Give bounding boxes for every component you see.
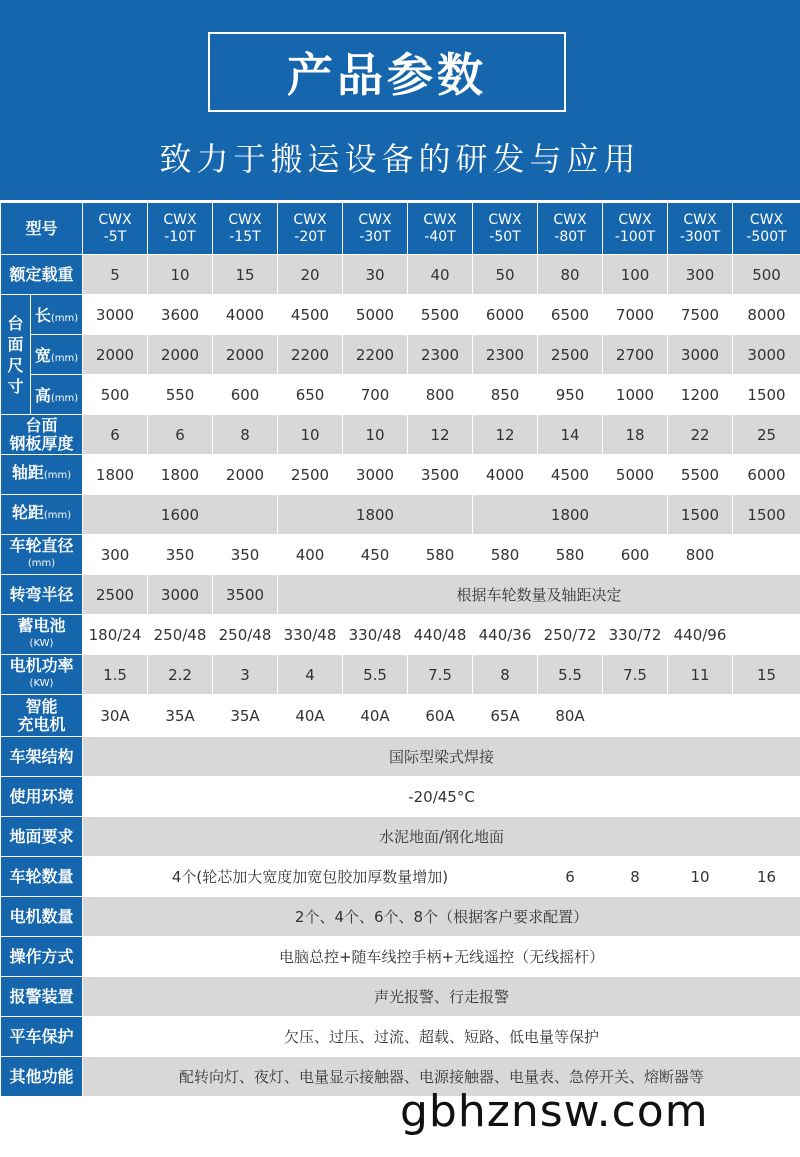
value-cell: 11 <box>668 655 733 695</box>
value-cell: 850 <box>473 375 538 415</box>
value-cell: 6 <box>148 415 213 455</box>
value-cell: 1500 <box>733 495 800 535</box>
value-cell: 2000 <box>83 335 148 375</box>
value-cell: 1800 <box>148 455 213 495</box>
value-cell: 65A <box>473 695 538 737</box>
value-cell: 4000 <box>213 295 278 335</box>
value-cell: 8 <box>603 857 668 897</box>
value-cell: 10 <box>668 857 733 897</box>
table-row <box>1 897 800 937</box>
label-width: 宽(mm) <box>31 335 83 375</box>
value-cell: 1800 <box>83 455 148 495</box>
value-cell: 20 <box>278 255 343 295</box>
page-subtitle: 致力于搬运设备的研发与应用 <box>159 140 641 178</box>
value-cell: 40A <box>343 695 408 737</box>
value-cell: 440/36 <box>473 615 538 655</box>
model-header: CWX -10T <box>148 203 213 255</box>
value-cell: 5 <box>83 255 148 295</box>
value-cell: 10 <box>278 415 343 455</box>
value-cell: 8 <box>473 655 538 695</box>
value-cell: 650 <box>278 375 343 415</box>
label-wheel-count: 车轮数量 <box>1 857 83 897</box>
value-cell: 350 <box>213 535 278 575</box>
table-row <box>1 817 800 857</box>
value-cell: 5.5 <box>538 655 603 695</box>
value-cell: 330/48 <box>343 615 408 655</box>
table-row <box>1 777 800 817</box>
value-cell: 7500 <box>668 295 733 335</box>
value-cell: 1500 <box>668 495 733 535</box>
value-cell <box>603 695 668 737</box>
value-cell: 2500 <box>278 455 343 495</box>
value-cell: 18 <box>603 415 668 455</box>
value-cell: 330/72 <box>603 615 668 655</box>
label-model: 型号 <box>1 203 83 255</box>
value-cell: 3600 <box>148 295 213 335</box>
value-cell: 800 <box>668 535 733 575</box>
value-cell: 4500 <box>278 295 343 335</box>
value-cell: 100 <box>603 255 668 295</box>
value-cell: 250/72 <box>538 615 603 655</box>
value-cell: 12 <box>473 415 538 455</box>
table-row <box>1 295 800 335</box>
value-cell: 2300 <box>473 335 538 375</box>
value-cell: 450 <box>343 535 408 575</box>
label-charger: 智能 充电机 <box>1 695 83 737</box>
table-row <box>1 495 800 535</box>
value-cell: 30A <box>83 695 148 737</box>
label-ground: 地面要求 <box>1 817 83 857</box>
model-header: CWX -300T <box>668 203 733 255</box>
model-header: CWX -20T <box>278 203 343 255</box>
label-frame: 车架结构 <box>1 737 83 777</box>
value-cell: 2000 <box>148 335 213 375</box>
value-cell: 5500 <box>408 295 473 335</box>
label-table-size: 台 面 尺 寸 <box>1 295 31 415</box>
value-cell: 1600 <box>83 495 278 535</box>
value-cell: 16 <box>733 857 800 897</box>
label-protection: 平车保护 <box>1 1017 83 1057</box>
value-cell: 5500 <box>668 455 733 495</box>
value-cell: 25 <box>733 415 800 455</box>
value-cell: 配转向灯、夜灯、电量显示接触器、电源接触器、电量表、急停开关、熔断器等 <box>83 1057 800 1097</box>
table-row <box>1 535 800 575</box>
value-cell: 440/48 <box>408 615 473 655</box>
label-height: 高(mm) <box>31 375 83 415</box>
value-cell: 4个(轮芯加大宽度加宽包胶加厚数量增加) <box>83 857 538 897</box>
label-environment: 使用环境 <box>1 777 83 817</box>
value-cell: 7.5 <box>603 655 668 695</box>
model-header: CWX -100T <box>603 203 668 255</box>
value-cell: 2.2 <box>148 655 213 695</box>
label-plate-thickness: 台面 钢板厚度 <box>1 415 83 455</box>
value-cell: 400 <box>278 535 343 575</box>
model-header: CWX -50T <box>473 203 538 255</box>
value-cell: 500 <box>83 375 148 415</box>
spec-table <box>0 202 800 1097</box>
value-cell: 2500 <box>83 575 148 615</box>
value-cell: 10 <box>343 415 408 455</box>
value-cell: 5000 <box>603 455 668 495</box>
value-cell: 250/48 <box>213 615 278 655</box>
value-cell: 7.5 <box>408 655 473 695</box>
value-cell: 6500 <box>538 295 603 335</box>
value-cell: 580 <box>538 535 603 575</box>
table-row <box>1 575 800 615</box>
model-header: CWX -5T <box>83 203 148 255</box>
value-cell: 80 <box>538 255 603 295</box>
value-cell: 2500 <box>538 335 603 375</box>
value-cell: 950 <box>538 375 603 415</box>
value-cell: 180/24 <box>83 615 148 655</box>
table-row <box>1 203 800 255</box>
model-header: CWX -40T <box>408 203 473 255</box>
value-cell: 2200 <box>343 335 408 375</box>
value-cell: 5.5 <box>343 655 408 695</box>
value-cell: 1500 <box>733 375 800 415</box>
value-cell: 15 <box>733 655 800 695</box>
value-cell: 6000 <box>733 455 800 495</box>
value-cell: 22 <box>668 415 733 455</box>
value-cell: 3500 <box>408 455 473 495</box>
table-row <box>1 937 800 977</box>
value-cell: 14 <box>538 415 603 455</box>
value-cell: 8000 <box>733 295 800 335</box>
value-cell: 2300 <box>408 335 473 375</box>
table-row <box>1 375 800 415</box>
table-row <box>1 695 800 737</box>
value-cell: 欠压、过压、过流、超载、短路、低电量等保护 <box>83 1017 800 1057</box>
value-cell: 4000 <box>473 455 538 495</box>
value-cell: 600 <box>603 535 668 575</box>
value-cell: 4 <box>278 655 343 695</box>
value-cell: 35A <box>148 695 213 737</box>
model-header: CWX -15T <box>213 203 278 255</box>
table-row <box>1 977 800 1017</box>
value-cell: 6 <box>538 857 603 897</box>
value-cell: 8 <box>213 415 278 455</box>
label-wheelbase: 轴距(mm) <box>1 455 83 495</box>
value-cell: 15 <box>213 255 278 295</box>
table-row <box>1 655 800 695</box>
value-cell: 40A <box>278 695 343 737</box>
value-cell: 35A <box>213 695 278 737</box>
model-header: CWX -80T <box>538 203 603 255</box>
table-row <box>1 615 800 655</box>
value-cell: 800 <box>408 375 473 415</box>
value-cell: 50 <box>473 255 538 295</box>
value-cell: 2000 <box>213 335 278 375</box>
value-cell: 300 <box>83 535 148 575</box>
label-operation: 操作方式 <box>1 937 83 977</box>
header-banner <box>0 0 800 200</box>
value-cell: 声光报警、行走报警 <box>83 977 800 1017</box>
value-cell: 3000 <box>83 295 148 335</box>
table-row <box>1 415 800 455</box>
value-cell: 2000 <box>213 455 278 495</box>
value-cell: 300 <box>668 255 733 295</box>
value-cell: 根据车轮数量及轴距决定 <box>278 575 800 615</box>
table-row <box>1 335 800 375</box>
value-cell: 2个、4个、6个、8个（根据客户要求配置） <box>83 897 800 937</box>
value-cell: 60A <box>408 695 473 737</box>
value-cell: 4500 <box>538 455 603 495</box>
value-cell: 350 <box>148 535 213 575</box>
value-cell: 1200 <box>668 375 733 415</box>
label-motor-count: 电机数量 <box>1 897 83 937</box>
page-title: 产品参数 <box>208 32 566 112</box>
value-cell: 440/96 <box>668 615 733 655</box>
value-cell: 2200 <box>278 335 343 375</box>
table-row <box>1 1017 800 1057</box>
model-header: CWX -500T <box>733 203 800 255</box>
value-cell <box>733 535 800 575</box>
value-cell: 3000 <box>343 455 408 495</box>
table-row <box>1 857 800 897</box>
value-cell: 580 <box>408 535 473 575</box>
value-cell: 6000 <box>473 295 538 335</box>
value-cell: 3000 <box>148 575 213 615</box>
value-cell: 3000 <box>668 335 733 375</box>
value-cell: 10 <box>148 255 213 295</box>
value-cell: 600 <box>213 375 278 415</box>
value-cell: 6 <box>83 415 148 455</box>
value-cell <box>733 615 800 655</box>
label-other: 其他功能 <box>1 1057 83 1097</box>
value-cell: 国际型梁式焊接 <box>83 737 800 777</box>
value-cell: 1800 <box>278 495 473 535</box>
value-cell: 7000 <box>603 295 668 335</box>
value-cell: 3 <box>213 655 278 695</box>
value-cell: 40 <box>408 255 473 295</box>
value-cell: 30 <box>343 255 408 295</box>
value-cell: 500 <box>733 255 800 295</box>
label-turning-radius: 转弯半径 <box>1 575 83 615</box>
value-cell: 水泥地面/钢化地面 <box>83 817 800 857</box>
value-cell: 5000 <box>343 295 408 335</box>
value-cell: 12 <box>408 415 473 455</box>
value-cell: 580 <box>473 535 538 575</box>
value-cell: 250/48 <box>148 615 213 655</box>
table-row <box>1 455 800 495</box>
value-cell: 550 <box>148 375 213 415</box>
value-cell: -20/45°C <box>83 777 800 817</box>
value-cell: 3000 <box>733 335 800 375</box>
value-cell: 330/48 <box>278 615 343 655</box>
table-row <box>1 737 800 777</box>
value-cell: 1000 <box>603 375 668 415</box>
label-alarm: 报警装置 <box>1 977 83 1017</box>
label-motor-power: 电机功率 (KW) <box>1 655 83 695</box>
value-cell: 1800 <box>473 495 668 535</box>
model-header: CWX -30T <box>343 203 408 255</box>
label-wheel-diameter: 车轮直径 (mm) <box>1 535 83 575</box>
value-cell <box>668 695 733 737</box>
label-battery: 蓄电池 (KW) <box>1 615 83 655</box>
value-cell <box>733 695 800 737</box>
watermark-text: gbhznsw.com <box>400 1086 709 1137</box>
label-rated-load: 额定载重 <box>1 255 83 295</box>
value-cell: 3500 <box>213 575 278 615</box>
value-cell: 2700 <box>603 335 668 375</box>
value-cell: 700 <box>343 375 408 415</box>
value-cell: 电脑总控+随车线控手柄+无线遥控（无线摇杆） <box>83 937 800 977</box>
label-length: 长(mm) <box>31 295 83 335</box>
value-cell: 1.5 <box>83 655 148 695</box>
table-row <box>1 255 800 295</box>
value-cell: 80A <box>538 695 603 737</box>
label-track: 轮距(mm) <box>1 495 83 535</box>
